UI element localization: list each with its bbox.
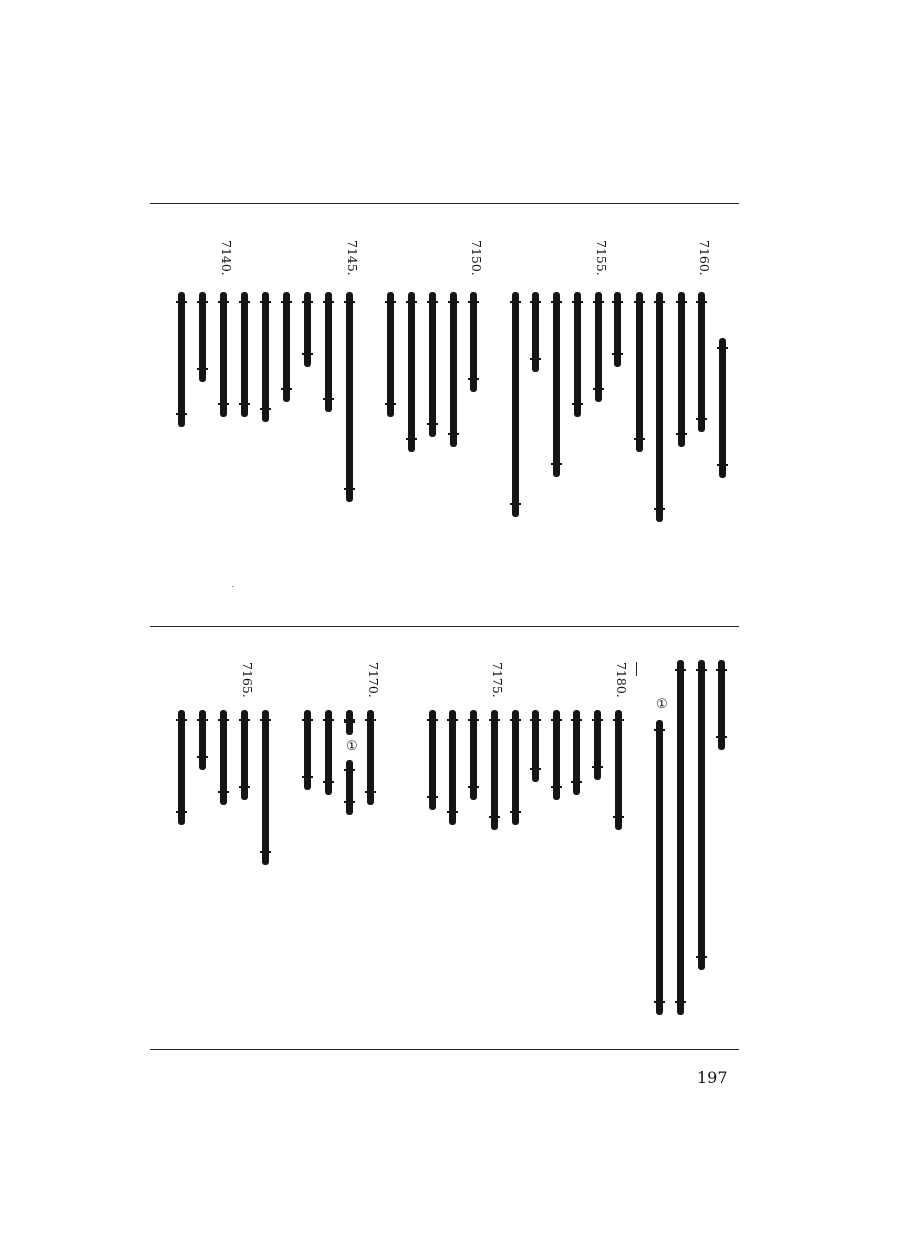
script-line xyxy=(698,660,705,970)
print-speck xyxy=(232,586,234,587)
script-line xyxy=(408,292,415,452)
script-line xyxy=(553,292,560,477)
line-number: 7180. xyxy=(614,662,629,698)
script-line xyxy=(553,710,560,800)
script-line xyxy=(220,710,227,805)
script-line xyxy=(178,292,185,427)
script-line xyxy=(178,710,185,825)
script-line xyxy=(656,720,663,1015)
page-number: 197 xyxy=(697,1068,728,1087)
line-number: 7160. xyxy=(697,240,712,276)
script-line xyxy=(636,292,643,452)
footnote-ref-marker: ① xyxy=(346,739,358,754)
script-line xyxy=(491,710,498,830)
script-line xyxy=(718,660,725,750)
script-line xyxy=(470,292,477,392)
script-line xyxy=(304,292,311,367)
script-line xyxy=(346,292,353,502)
script-line xyxy=(677,660,684,1015)
script-line xyxy=(241,292,248,417)
script-line xyxy=(698,292,705,432)
footnote-marker: ① xyxy=(656,697,668,712)
script-line xyxy=(614,292,621,367)
script-line xyxy=(512,292,519,517)
footnote-separator xyxy=(636,662,637,676)
script-line xyxy=(262,710,269,865)
line-number: 7175. xyxy=(490,662,505,698)
script-line xyxy=(199,710,206,770)
script-line xyxy=(470,710,477,800)
line-number: 7140. xyxy=(219,240,234,276)
bottom-rule xyxy=(150,1049,739,1050)
script-line xyxy=(719,338,726,478)
script-line xyxy=(512,710,519,825)
script-line xyxy=(449,710,456,825)
script-line xyxy=(199,292,206,382)
script-line xyxy=(346,710,353,735)
line-number: 7170. xyxy=(366,662,381,698)
script-line xyxy=(573,710,580,795)
script-line xyxy=(532,292,539,372)
script-line xyxy=(574,292,581,417)
script-line xyxy=(262,292,269,422)
script-line xyxy=(304,710,311,790)
script-line xyxy=(656,292,663,522)
script-line xyxy=(429,292,436,437)
script-line xyxy=(595,292,602,402)
line-number: 7165. xyxy=(240,662,255,698)
script-line xyxy=(283,292,290,402)
script-line xyxy=(594,710,601,780)
script-line xyxy=(220,292,227,417)
script-line xyxy=(346,760,353,815)
script-line xyxy=(429,710,436,810)
line-number: 7155. xyxy=(594,240,609,276)
top-rule xyxy=(150,203,739,204)
script-line xyxy=(450,292,457,447)
script-line xyxy=(615,710,622,830)
script-line xyxy=(387,292,394,417)
script-line xyxy=(325,710,332,795)
script-line xyxy=(532,710,539,782)
line-number: 7150. xyxy=(469,240,484,276)
script-line xyxy=(325,292,332,412)
line-number: 7145. xyxy=(345,240,360,276)
middle-rule xyxy=(150,626,739,627)
script-line xyxy=(367,710,374,805)
script-line xyxy=(678,292,685,447)
script-line xyxy=(241,710,248,800)
